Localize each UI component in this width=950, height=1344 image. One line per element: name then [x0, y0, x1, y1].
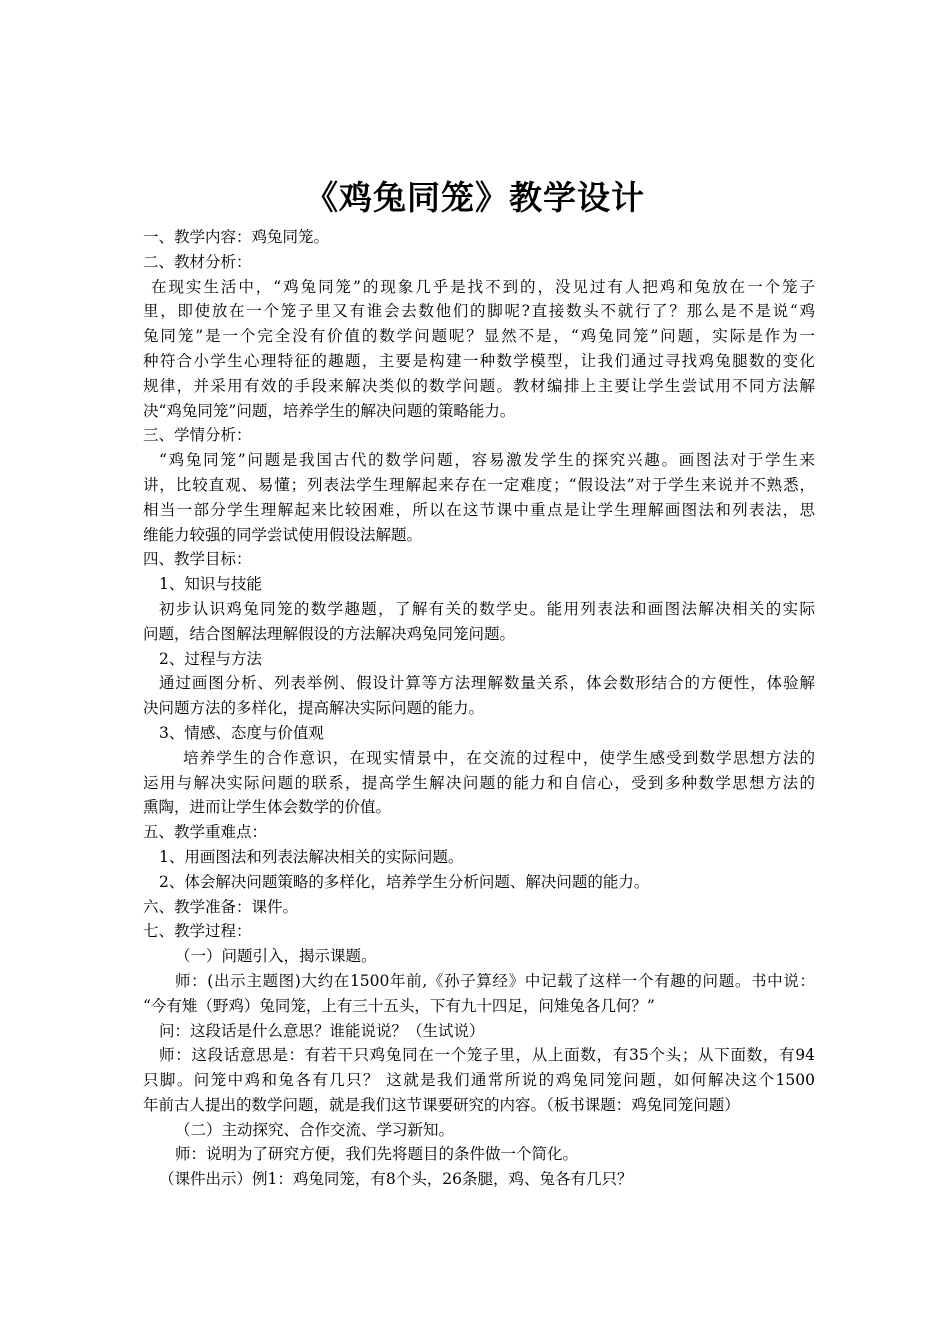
- subheading-exploration: （二）主动探究、合作交流、学习新知。: [175, 1120, 455, 1139]
- heading-teaching-prep: 六、教学准备：课件。: [143, 897, 299, 916]
- paragraph-line: 问：这段话是什么意思？谁能说说？（生试说）: [159, 1021, 485, 1040]
- paragraph-line: 讲，比较直观、易懂；列表法学生理解起来存在一定难度；“假设法”对于学生来说并不熟悉，: [143, 475, 815, 494]
- heading-teaching-content: 一、教学内容：鸡兔同笼。: [143, 228, 330, 246]
- paragraph-line: 年前古人提出的数学问题，就是我们这节课要研究的内容。（板书课题：鸡兔同笼问题）: [143, 1095, 740, 1114]
- paragraph-line: 种符合小学生心理特征的趣题，主要是构建一种数学模型，让我们通过寻找鸡兔腿数的变化: [143, 351, 815, 370]
- paragraph-line: “今有雉（野鸡）兔同笼，上有三十五头，下有九十四足，问雉兔各几何？”: [143, 996, 655, 1015]
- paragraph-line: 兔同笼”是一个完全没有价值的数学问题呢？显然不是，“鸡兔同笼”问题，实际是作为一: [143, 327, 815, 346]
- list-item: 1、用画图法和列表法解决相关的实际问题。: [159, 847, 464, 866]
- paragraph-line: 规律，并采用有效的手段来解决类似的数学问题。教材编排上主要让学生尝试用不同方法解: [143, 376, 815, 395]
- paragraph-line: 师：这段话意思是：有若干只鸡兔同在一个笼子里，从上面数，有35个头；从下面数，有94: [159, 1046, 815, 1065]
- paragraph-line: 决问题方法的多样化，提高解决实际问题的能力。: [143, 699, 485, 718]
- paragraph-line: 维能力较强的同学尝试使用假设法解题。: [143, 525, 423, 544]
- paragraph-line: 决“鸡兔同笼”问题，培养学生的解决问题的策略能力。: [143, 401, 516, 420]
- heading-textbook-analysis: 二、教材分析：: [143, 252, 252, 271]
- paragraph-line: 师：说明为了研究方便，我们先将题目的条件做一个简化。: [175, 1145, 579, 1164]
- paragraph-line: 初步认识鸡兔同笼的数学趣题，了解有关的数学史。能用列表法和画图法解决相关的实际: [159, 599, 815, 618]
- paragraph-line: 在现实生活中，“鸡兔同笼”的现象几乎是找不到的，没见过有人把鸡和兔放在一个笼子: [151, 277, 815, 296]
- subheading-intro: （一）问题引入，揭示课题。: [175, 947, 377, 966]
- paragraph-line: 师：(出示主题图)大约在1500年前,《孙子算经》中记载了这样一个有趣的问题。书中说：: [175, 971, 815, 990]
- paragraph-line: 里，即使放在一个笼子里又有谁会去数他们的脚呢?直接数头不就行了？那么是不是说“鸡: [143, 302, 815, 321]
- list-item: 2、体会解决问题策略的多样化，培养学生分析问题、解决问题的能力。: [159, 872, 650, 891]
- heading-teaching-goals: 四、教学目标：: [143, 550, 252, 569]
- paragraph-line: 培养学生的合作意识，在现实情景中，在交流的过程中，使学生感受到数学思想方法的: [183, 748, 815, 767]
- heading-key-difficulties: 五、教学重难点：: [143, 823, 268, 842]
- paragraph-line: 相当一部分学生理解起来比较困难，所以在这节课中重点是让学生理解画图法和列表法，思: [143, 500, 815, 519]
- subheading-knowledge-skills: 1、知识与技能: [159, 575, 262, 594]
- paragraph-line: 问题，结合图解法理解假设的方法解决鸡兔同笼问题。: [143, 624, 516, 643]
- paragraph-line: 只脚。问笼中鸡和兔各有几只？ 这就是我们通常所说的鸡兔同笼问题，如何解决这个1500: [143, 1071, 815, 1090]
- subheading-emotion-values: 3、情感、态度与价值观: [159, 723, 324, 742]
- paragraph-line: “鸡兔同笼”问题是我国古代的数学问题，容易激发学生的探究兴趣。画图法对于学生来: [159, 451, 815, 470]
- heading-student-analysis: 三、学情分析：: [143, 426, 252, 445]
- paragraph-line: （课件出示）例1：鸡兔同笼，有8个头，26条腿，鸡、兔各有几只？: [159, 1170, 633, 1189]
- heading-teaching-process: 七、教学过程：: [143, 922, 252, 941]
- document-body: [143, 225, 815, 1192]
- document-title: 《鸡兔同笼》教学设计: [305, 178, 645, 217]
- paragraph-line: 通过画图分析、列表举例、假设计算等方法理解数量关系，体会数形结合的方便性，体验解: [159, 674, 815, 693]
- paragraph-line: 熏陶，进而让学生体会数学的价值。: [143, 798, 392, 817]
- subheading-process-method: 2、过程与方法: [159, 649, 262, 668]
- paragraph-line: 运用与解决实际问题的联系，提高学生解决问题的能力和自信心，受到多种数学思想方法的: [143, 773, 815, 792]
